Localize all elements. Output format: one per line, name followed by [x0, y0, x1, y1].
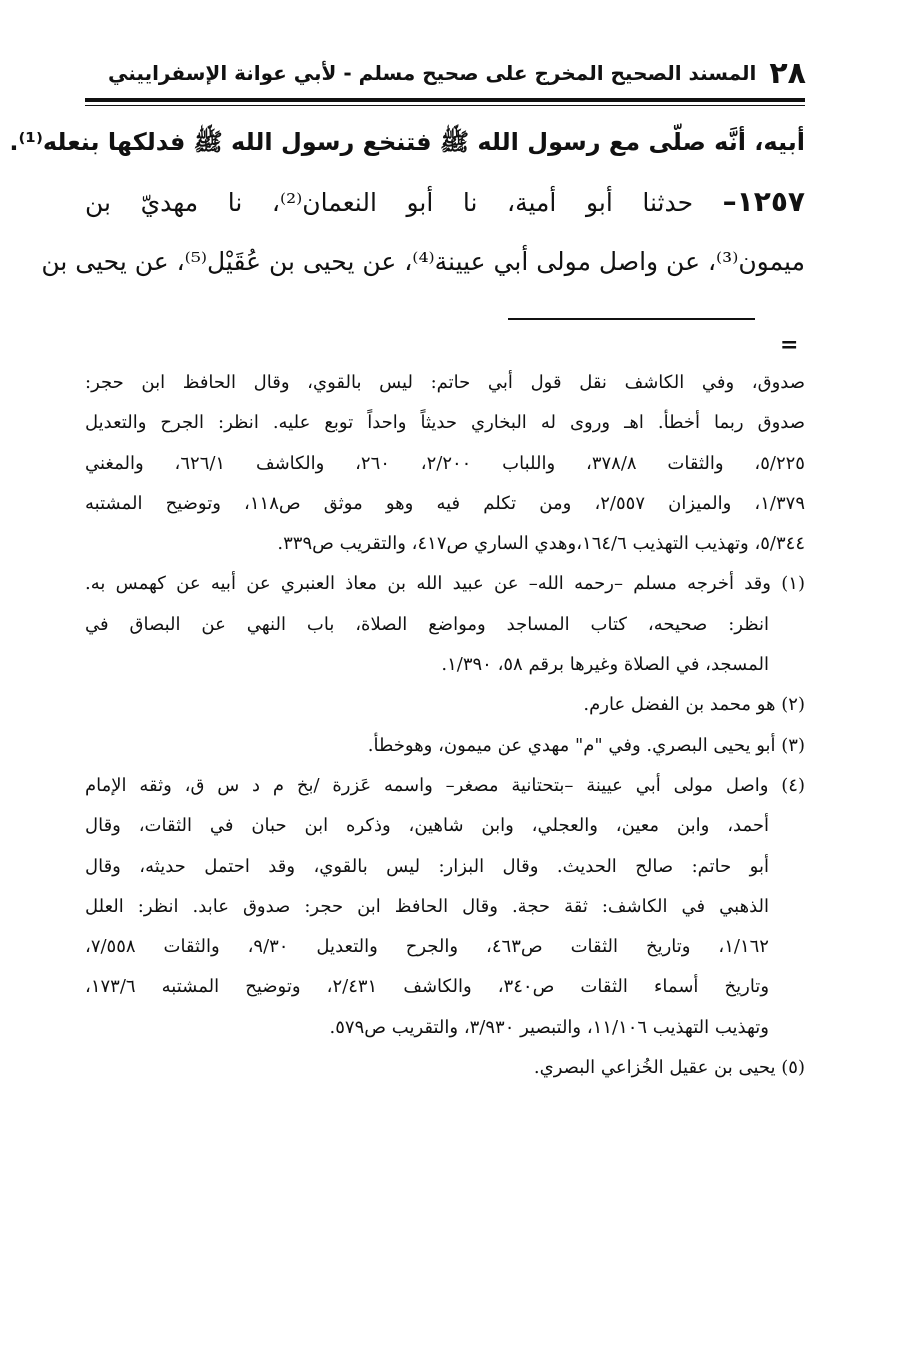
- footnote-number: (١): [781, 573, 805, 595]
- footnote-number: (٢): [781, 694, 805, 716]
- main-text: [9, 112, 806, 292]
- header-rule: [85, 98, 805, 102]
- footnote-number: (٥): [781, 1057, 805, 1079]
- footnotes: [85, 363, 805, 1088]
- footnote-text: وقد أخرجه مسلم –رحمه الله– عن عبيد الله بن معاذ العنبري عن أبيه عن كهمس به.: [85, 573, 771, 595]
- main-line-1: أبيه، أنَّه صلّى مع رسول الله ﷺ فتنخع رسول الله ﷺ فدلكها بنعله⁽¹⁾.: [9, 128, 805, 156]
- footnote-4-line: أحمد، وابن معين، والعجلي، وابن شاهين، وذكره ابن حبان في الثقات، وقال: [85, 815, 770, 837]
- footnote-text: أبو يحيى البصري. وفي "م" مهدي عن ميمون، وهوخطأ.: [367, 734, 776, 756]
- footnote-number: (٤): [781, 774, 805, 796]
- footnote-1-line: انظر: صحيحه، كتاب المساجد ومواضع الصلاة، باب النهي عن البصاق في: [85, 613, 769, 635]
- footnote-text: هو محمد بن الفضل عارم.: [583, 694, 776, 716]
- header-rule-thin: [85, 105, 805, 106]
- continuation-line: ٥/٣٤٤، وتهذيب التهذيب ١٦٤/٦،وهدي الساري ص٤١٧، والتقريب ص٣٣٩.: [277, 533, 805, 555]
- footnote-4-line: [85, 766, 805, 806]
- main-line-2-text: حدثنا أبو أمية، نا أبو النعمان⁽²⁾، نا مهديّ بن: [85, 188, 694, 217]
- continuation-line: صدوق ربما أخطأ. اهـ وروى له البخاري حديثاً واحداً توبع عليه. انظر: الجرح والتعديل: [85, 412, 805, 434]
- continued-mark: =: [780, 332, 799, 358]
- page-header: [78, 52, 806, 94]
- footnote-5-line: [85, 1048, 805, 1088]
- continuation-line: ٥/٢٢٥، والثقات ٣٧٨/٨، واللباب ٢/٢٠٠، ٢٦٠، والكاشف ٦٢٦/١، والمغني: [85, 452, 805, 474]
- footnote-text: واصل مولى أبي عيينة –بتحتانية مصغر– واسمه عَزرة /بخ م د س ق، وثقه الإمام: [85, 774, 769, 796]
- main-line-3: ميمون⁽³⁾، عن واصل مولى أبي عيينة⁽⁴⁾، عن يحيى بن عُقَيْل⁽⁵⁾، عن يحيى بن: [41, 247, 805, 276]
- footnote-1-line: [85, 564, 805, 604]
- continuation-line: صدوق، وفي الكاشف نقل قول أبي حاتم: ليس بالقوي، وقال الحافظ ابن حجر:: [85, 372, 805, 393]
- main-line-2: [85, 172, 805, 232]
- running-title: المسند الصحيح المخرج على صحيح مسلم - لأبي عوانة الإسفراييني: [108, 61, 757, 85]
- footnote-text: يحيى بن عقيل الخُزاعي البصري.: [533, 1057, 776, 1079]
- footnote-4-line: وتهذيب التهذيب ١١/١٠٦، والتبصير ٣/٩٣٠، والتقريب ص٥٧٩.: [329, 1016, 769, 1038]
- footnote-4-line: وتاريخ أسماء الثقات ص٣٤٠، والكاشف ٢/٤٣١، وتوضيح المشتبه ١٧٣/٦،: [85, 976, 770, 998]
- footnote-number: (٣): [781, 734, 805, 756]
- footnote-4-line: ١/١٦٢، وتاريخ الثقات ص٤٦٣، والجرح والتعديل ٩/٣٠، والثقات ٧/٥٥٨،: [85, 936, 769, 958]
- hadith-number: ١٢٥٧–: [722, 185, 806, 218]
- page-number: ٢٨: [769, 55, 806, 91]
- continuation-line: ١/٣٧٩، والميزان ٢/٥٥٧، ومن تكلم فيه وهو موثق ص١١٨، وتوضيح المشتبه: [85, 492, 805, 514]
- footnote-4-line: الذهبي في الكاشف: ثقة حجة. وقال الحافظ ابن حجر: صدوق عابد. انظر: العلل: [85, 895, 769, 917]
- footnote-3-line: [85, 726, 805, 766]
- footnote-1-line: المسجد، في الصلاة وغيرها برقم ٥٨، ١/٣٩٠.: [441, 654, 769, 676]
- footnote-separator: [508, 318, 755, 320]
- footnote-2-line: [85, 685, 805, 725]
- footnote-4-line: أبو حاتم: صالح الحديث. وقال البزار: ليس بالقوي، وقد احتمل حديثه، وقال: [85, 855, 769, 877]
